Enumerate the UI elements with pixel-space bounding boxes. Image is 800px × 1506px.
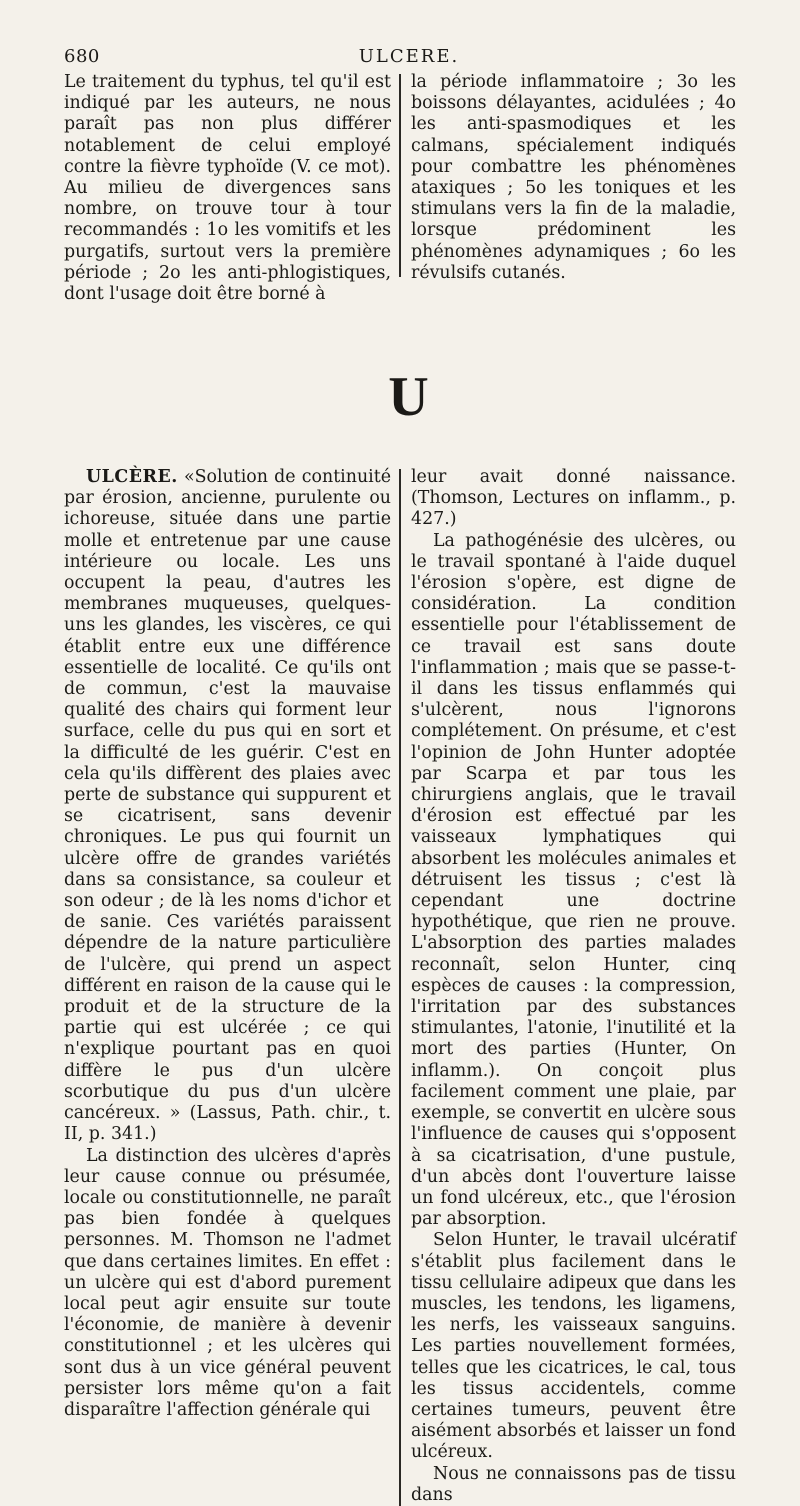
entry-paragraph-2: La distinction des ulcères d'après leur cause connue ou présumée, locale ou constitutionnelle, ne paraît pas bien fondée à quelques personnes. M. Thomson ne l'admet que dans certaines limites. En effet : un ulcère qui est d'abord purement local peut agir ensuite sur toute l'économie, de manière à devenir constitutionnel ; et les ulcères qui sont dus à un vice général peuvent persister lors même qu'on a fait disparaître l'affection générale qui — [64, 1145, 391, 1420]
entry-right-column — [401, 467, 736, 1506]
entry-paragraph-5: Selon Hunter, le travail ulcératif s'établit plus facilement dans le tissu cellulaire adipeux que dans les muscles, les tendons, les ligamens, les nerfs, les vaisseaux sanguins. Les parties nouvellement formées, telles que les cicatrices, le cal, tous les tissus accidentels, comme certaines tumeurs, peuvent être aisément absorbés et laisser un fond ulcéreux. — [411, 1230, 736, 1463]
entry-first-paragraph — [64, 467, 391, 1146]
running-head — [64, 46, 754, 72]
page-number: 680 — [64, 46, 100, 67]
top-right-text: la période inflammatoire ; 3o les boissons délayantes, acidulées ; 4o les anti-spasmodiques et les calmans, spécialement indiqués pour combattre les phénomènes ataxiques ; 5o les toniques et les stimulans vers la fin de la maladie, lorsque prédominent les phénomènes adynamiques ; 6o les révulsifs cutanés. — [411, 72, 736, 283]
section-letter: U — [388, 366, 430, 428]
entry-columns — [64, 467, 754, 1506]
entry-paragraph-3: leur avait donné naissance. (Thomson, Lectures on inflamm., p. 427.) — [411, 467, 736, 530]
top-right-column — [401, 72, 736, 283]
top-left-text: Le traitement du typhus, tel qu'il est indiqué par les auteurs, ne nous paraît pas non plus différer notablement de celui employé contre la fièvre typhoïde (V. ce mot). Au milieu de divergences sans nombre, on trouve tour à tour recommandés : 1o les vomitifs et les purgatifs, surtout vers la première période ; 2o les anti-phlogistiques, dont l'usage doit être borné à — [64, 72, 391, 305]
entry-paragraph-4: La pathogénésie des ulcères, ou le travail spontané à l'aide duquel l'érosion s'opère, est digne de considération. La condition essentielle pour l'établissement de ce travail est sans doute l'inflammation ; mais que se passe-t-il dans les tissus enflammés qui s'ulcèrent, nous l'ignorons complétement. On présume, et c'est l'opinion de John Hunter adoptée par Scarpa et par tous les chirurgiens anglais, que le travail d'érosion est effectué par les vaisseaux lymphatiques qui absorbent les molécules animales et détruisent les tissus ; c'est là cependant une doctrine hypothétique, que rien ne prouve. L'absorption des parties malades reconnaît, selon Hunter, cinq espèces de causes : la compression, l'irritation par des substances stimulantes, l'atonie, l'inutilité et la mort des parties (Hunter, On inflamm.). On conçoit plus facilement comment une plaie, par exemple, se convertit en ulcère sous l'influence de causes qui s'opposent à sa cicatrisation, d'une pustule, d'un abcès dont l'ouverture laisse un fond ulcéreux, etc., que l'érosion par absorption. — [411, 530, 736, 1230]
entry-headword: ULCÈRE. — [86, 467, 178, 487]
entry-paragraph-6: Nous ne connaissons pas de tissu dans — [411, 1463, 736, 1505]
top-left-column — [64, 72, 399, 305]
top-columns — [64, 72, 754, 305]
running-title: ULCERE. — [358, 46, 460, 67]
entry-paragraph-1: «Solution de continuité par érosion, ancienne, purulente ou ichoreuse, située dans une partie molle et entretenue par une cause intérieure ou locale. Les uns occupent la peau, d'autres les membranes muqueuses, quelques-uns les glandes, les viscères, ce qui établit entre eux une différence essentielle de localité. Ce qu'ils ont de commun, c'est la mauvaise qualité des chairs qui forment leur surface, celle du pus qui en sort et la difficulté de les guérir. C'est en cela qu'ils diffèrent des plaies avec perte de substance qui suppurent et se cicatrisent, sans devenir chroniques. Le pus qui fournit un ulcère offre de grandes variétés dans sa consistance, sa couleur et son odeur ; de là les noms d'ichor et de sanie. Ces variétés paraissent dépendre de la nature particulière de l'ulcère, qui prend un aspect différent en raison de la cause qui le produit et de la structure de la partie qui est ulcérée ; ce qui n'explique pourtant pas en quoi diffère le pus d'un ulcère scorbutique du pus d'un ulcère cancéreux. » (Lassus, Path. chir., t. II, p. 341.) — [64, 467, 391, 1145]
entry-left-column — [64, 467, 399, 1506]
